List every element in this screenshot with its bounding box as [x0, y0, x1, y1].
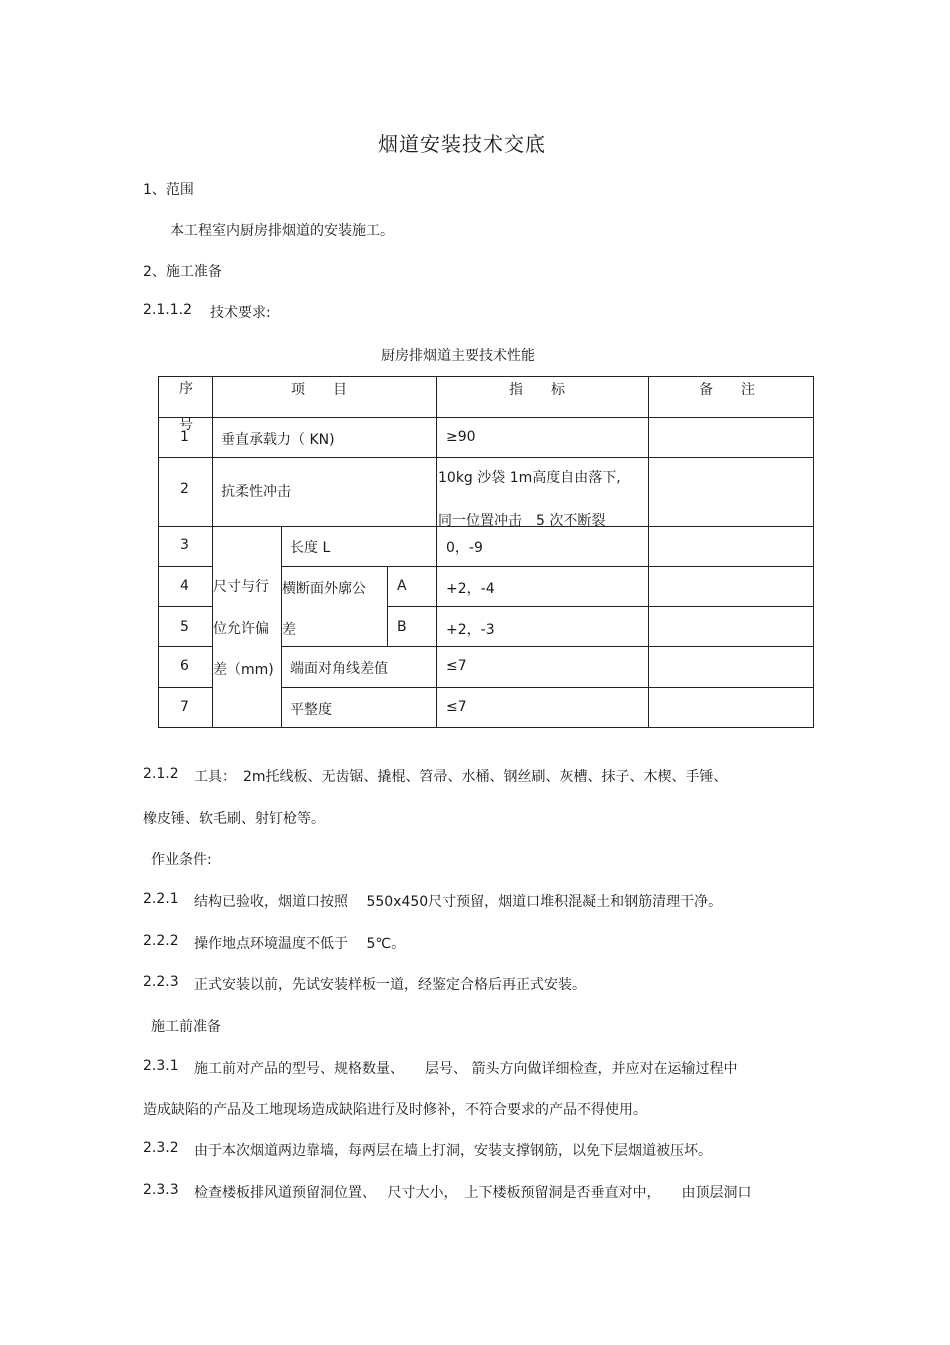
- header-index: 指 标: [509, 382, 565, 398]
- group-label: 尺寸与行: [213, 579, 269, 595]
- row-value: ≤7: [446, 699, 467, 715]
- table-rule: [158, 606, 212, 607]
- clause-2-3-3-number: 2.3.3: [143, 1182, 179, 1198]
- clause-2-2-2-text: 操作地点环境温度不低于 5℃。: [194, 936, 406, 952]
- row-item: 横断面外廓公: [282, 581, 366, 597]
- row-subitem: A: [397, 578, 407, 594]
- row-item: 垂直承载力（ KN): [221, 432, 335, 448]
- clause-2-2-1-text: 结构已验收，烟道口按照 550x450尺寸预留，烟道口堆积混凝土和钢筋清理干净。: [194, 894, 723, 910]
- clause-2-1-2-number: 2.1.2: [143, 766, 179, 782]
- group-label: 位允许偏: [213, 621, 269, 637]
- table-col-rule: [387, 566, 388, 647]
- clause-2-1-1-2-number: 2.1.1.2: [143, 302, 192, 318]
- header-seq: 号: [179, 417, 193, 433]
- row-value: 同一位置冲击 5 次不断裂: [438, 513, 606, 529]
- table-rule: [158, 417, 814, 418]
- row-number: 7: [180, 699, 189, 715]
- header-item: 项 目: [291, 382, 347, 398]
- table-border-right: [813, 376, 814, 728]
- work-conditions-heading: 作业条件:: [151, 852, 212, 868]
- clause-2-2-3-text: 正式安装以前，先试安装样板一道，经鉴定合格后再正式安装。: [194, 977, 586, 993]
- row-value: 0，-9: [446, 540, 483, 556]
- clause-2-1-1-2-text: 技术要求:: [210, 305, 271, 321]
- group-label: 差（mm): [213, 662, 274, 678]
- table-border-top: [158, 376, 814, 377]
- row-value: +2，-3: [446, 622, 495, 638]
- pre-construction-heading: 施工前准备: [151, 1019, 221, 1035]
- row-value: +2，-4: [446, 581, 495, 597]
- row-number: 3: [180, 537, 189, 553]
- row-value: ≤7: [446, 658, 467, 674]
- clause-2-3-1-number: 2.3.1: [143, 1058, 179, 1074]
- table-rule: [158, 457, 814, 458]
- row-number: 4: [180, 578, 189, 594]
- document-title: 烟道安装技术交底: [378, 132, 546, 156]
- technical-performance-table: [158, 376, 814, 728]
- clause-2-3-1-text-cont: 造成缺陷的产品及工地现场造成缺陷进行及时修补，不符合要求的产品不得使用。: [143, 1102, 647, 1118]
- row-number: 1: [180, 429, 189, 445]
- header-seq: 序: [179, 381, 193, 397]
- table-col-rule: [648, 376, 649, 728]
- row-item: 抗柔性冲击: [221, 484, 291, 500]
- table-border-left: [158, 376, 159, 728]
- table-rule: [281, 687, 814, 688]
- row-number: 6: [180, 658, 189, 674]
- clause-2-3-2-text: 由于本次烟道两边靠墙，每两层在墙上打洞，安装支撑钢筋，以免下层烟道被压坏。: [194, 1143, 712, 1159]
- row-subitem: B: [397, 619, 407, 635]
- table-rule: [158, 687, 212, 688]
- clause-2-1-2-text: 工具： 2m托线板、无齿锯、撬棍、笤帚、水桶、钢丝刷、灰槽、抹子、木楔、手锤、: [194, 769, 728, 785]
- clause-2-2-3-number: 2.2.3: [143, 974, 179, 990]
- clause-2-1-2-text-cont: 橡皮锤、软毛刷、射钉枪等。: [143, 811, 325, 827]
- table-caption: 厨房排烟道主要技术性能: [381, 348, 535, 364]
- clause-2-2-1-number: 2.2.1: [143, 891, 179, 907]
- clause-2-3-1-text: 施工前对产品的型号、规格数量、 层号、 箭头方向做详细检查，并应对在运输过程中: [194, 1061, 738, 1077]
- table-border-bottom: [158, 727, 814, 728]
- clause-2-3-2-number: 2.3.2: [143, 1140, 179, 1156]
- table-col-rule: [436, 376, 437, 728]
- clause-2-2-2-number: 2.2.2: [143, 933, 179, 949]
- row-value: ≥90: [446, 429, 476, 445]
- clause-2-3-3-text: 检查楼板排风道预留洞位置、 尺寸大小， 上下楼板预留洞是否垂直对中， 由顶层洞口: [194, 1185, 752, 1201]
- table-rule: [281, 646, 814, 647]
- header-note: 备 注: [699, 382, 755, 398]
- row-item: 端面对角线差值: [290, 661, 388, 677]
- section-2-heading: 2、施工准备: [143, 264, 222, 280]
- row-item: 长度 L: [290, 540, 331, 556]
- row-number: 5: [180, 619, 189, 635]
- table-rule: [158, 646, 212, 647]
- table-rule: [387, 606, 814, 607]
- row-number: 2: [180, 481, 189, 497]
- row-item: 平整度: [290, 702, 332, 718]
- section-1-body: 本工程室内厨房排烟道的安装施工。: [170, 223, 394, 239]
- row-value: 10kg 沙袋 1m高度自由落下,: [438, 470, 621, 486]
- table-rule: [281, 566, 814, 567]
- row-item: 差: [282, 622, 296, 638]
- section-1-heading: 1、范围: [143, 182, 194, 198]
- table-rule: [158, 566, 212, 567]
